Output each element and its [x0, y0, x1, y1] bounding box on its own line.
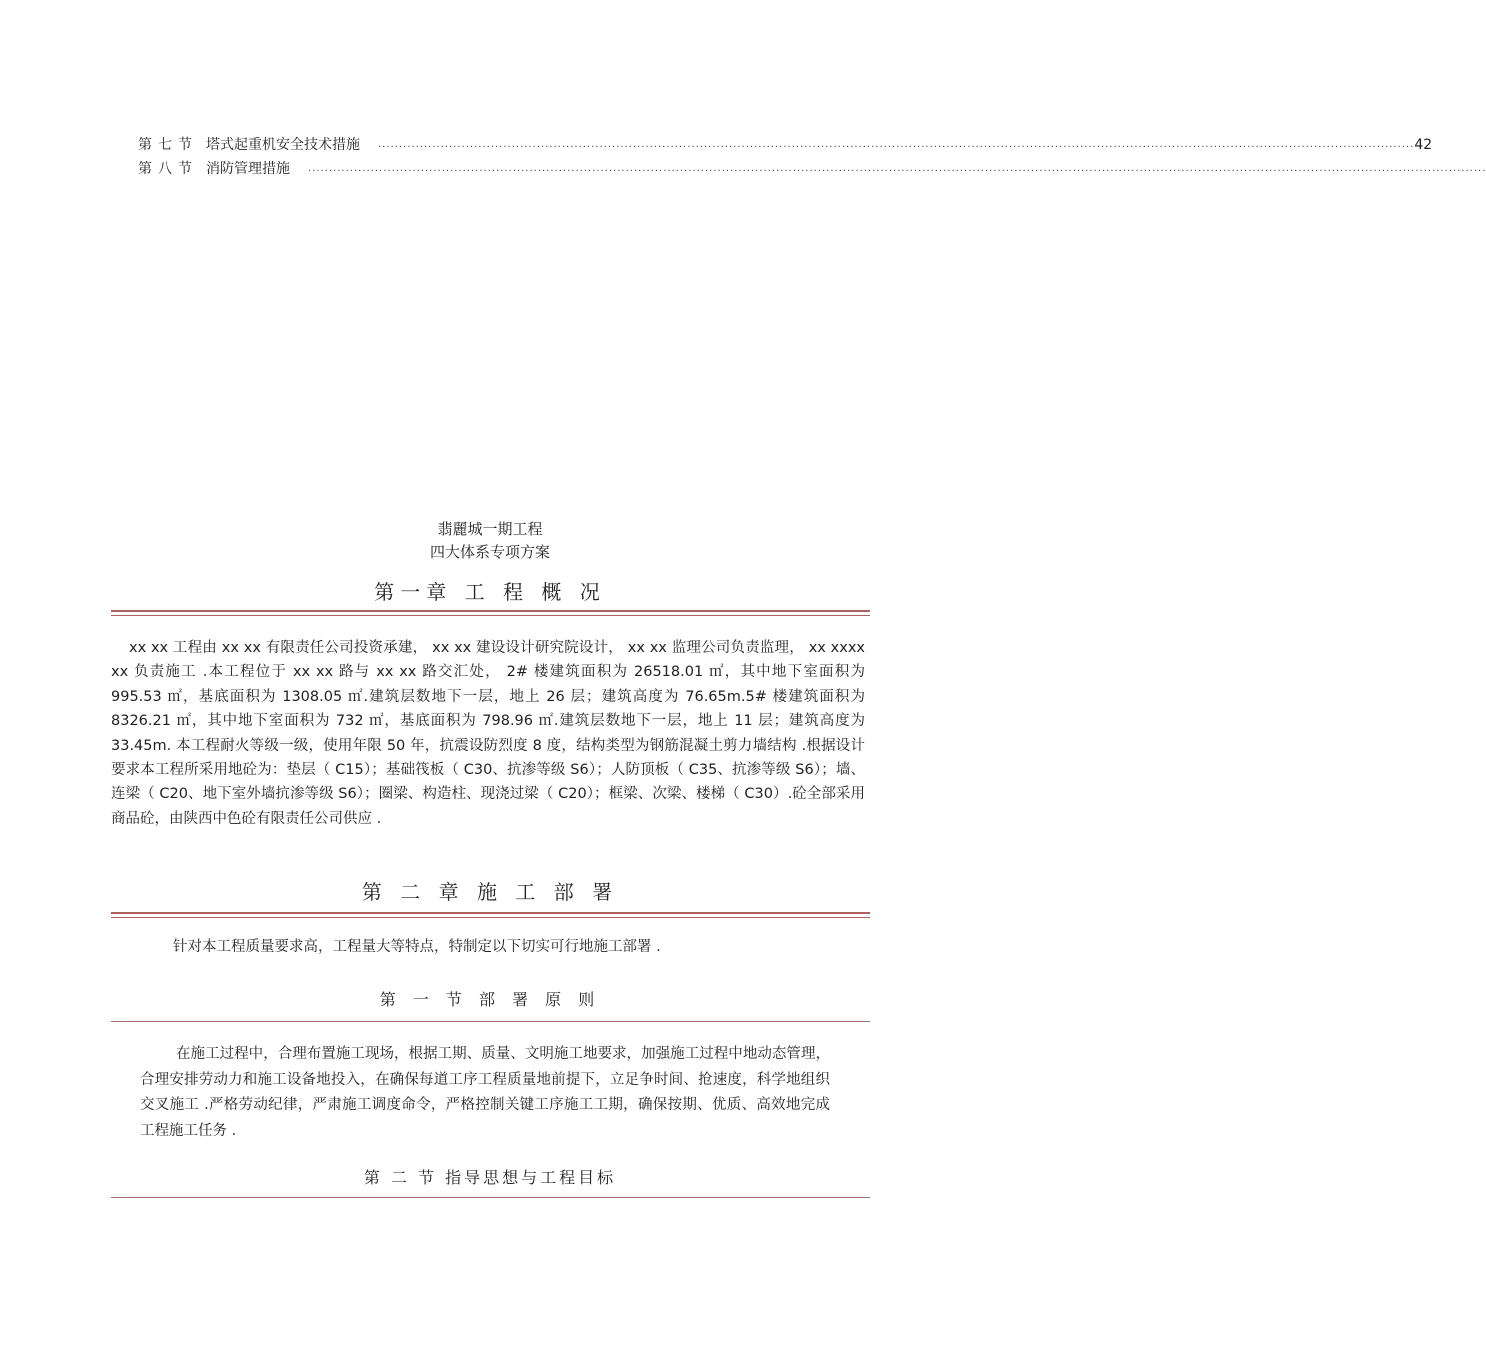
toc-number: 第八节 [138, 161, 198, 177]
chapter1-heading: 第一章 工 程 概 况 [374, 580, 606, 604]
document-subtitle: 四大体系专项方案 [429, 543, 550, 561]
chapter2-heading: 第 二 章 施 工 部 署 [361, 880, 619, 904]
section1-paragraph: 在施工过程中，合理布置施工现场，根据工期、质量、文明施工地要求，加强施工过程中地动态管理，合理安排劳动力和施工设备地投入，在确保每道工序工程质量地前提下，立足争时间、抢速度，科学地组织交叉施工 .严格劳动纪律，严肃施工调度命令，严格控制关键工序施工工期，确保按期、优质、高效地完成工程施工任务 . [140, 1046, 830, 1139]
section2-divider [111, 1197, 870, 1198]
section2-heading: 第 二 节 指导思想与工程目标 [363, 1168, 617, 1187]
project-title: 翡麗城一期工程 [437, 520, 543, 538]
chapter2-intro: 针对本工程质量要求高，工程量大等特点，特制定以下切实可行地施工部署 . [173, 939, 661, 955]
toc-title: 消防管理措施 [206, 161, 290, 177]
toc-entry-7[interactable] [138, 135, 1433, 155]
toc-number: 第七节 [138, 137, 198, 153]
toc-page-number: 42 [1414, 137, 1433, 153]
toc-leader: ........................................................................................................................................................................................................................................................ [378, 139, 1415, 150]
toc-entry-8[interactable] [138, 159, 1486, 179]
chapter1-divider [111, 610, 870, 616]
chapter1-paragraph: xx xx 工程由 xx xx 有限责任公司投资承建， xx xx 建设设计研究院设计， xx xx 监理公司负责监理， xx xxxx xx 负责施工 .本工程位于 xx xx 路与 xx xx 路交汇处， 2# 楼建筑面积为 26518.01 ㎡，其中地下室面积为 995.53 ㎡，基底面积为 1308.05 ㎡.建筑层数地下一层，地上 26 层；建筑高度为 76.65m.5# 楼建筑面积为 8326.21 ㎡，其中地下室面积为 732 ㎡，基底面积为 798.96 ㎡.建筑层数地下一层，地上 11 层；建筑高度为 33.45m. 本工程耐火等级一级，使用年限 50 年，抗震设防烈度 8 度，结构类型为钢筋混凝土剪力墙结构 .根据设计要求本工程所采用地砼为：垫层（ C15）；基础筏板（ C30、抗渗等级 S6）；人防顶板（ C35、抗渗等级 S6）；墙、连梁（ C20、地下室外墙抗渗等级 S6）；圈梁、构造柱、现浇过梁（ C20）；框梁、次梁、楼梯（ C30）.砼全部采用商品砼，由陕西中色砼有限责任公司供应 . [111, 640, 865, 827]
toc-leader: .......................................................................................................................................................................................................................................................................................... [308, 163, 1486, 174]
section1-body [140, 1042, 830, 1144]
chapter2-divider [111, 912, 870, 918]
chapter1-body [111, 636, 865, 831]
toc-title: 塔式起重机安全技术措施 [206, 137, 360, 153]
section1-divider [111, 1021, 870, 1022]
section1-heading: 第 一 节 部 署 原 则 [379, 990, 601, 1009]
